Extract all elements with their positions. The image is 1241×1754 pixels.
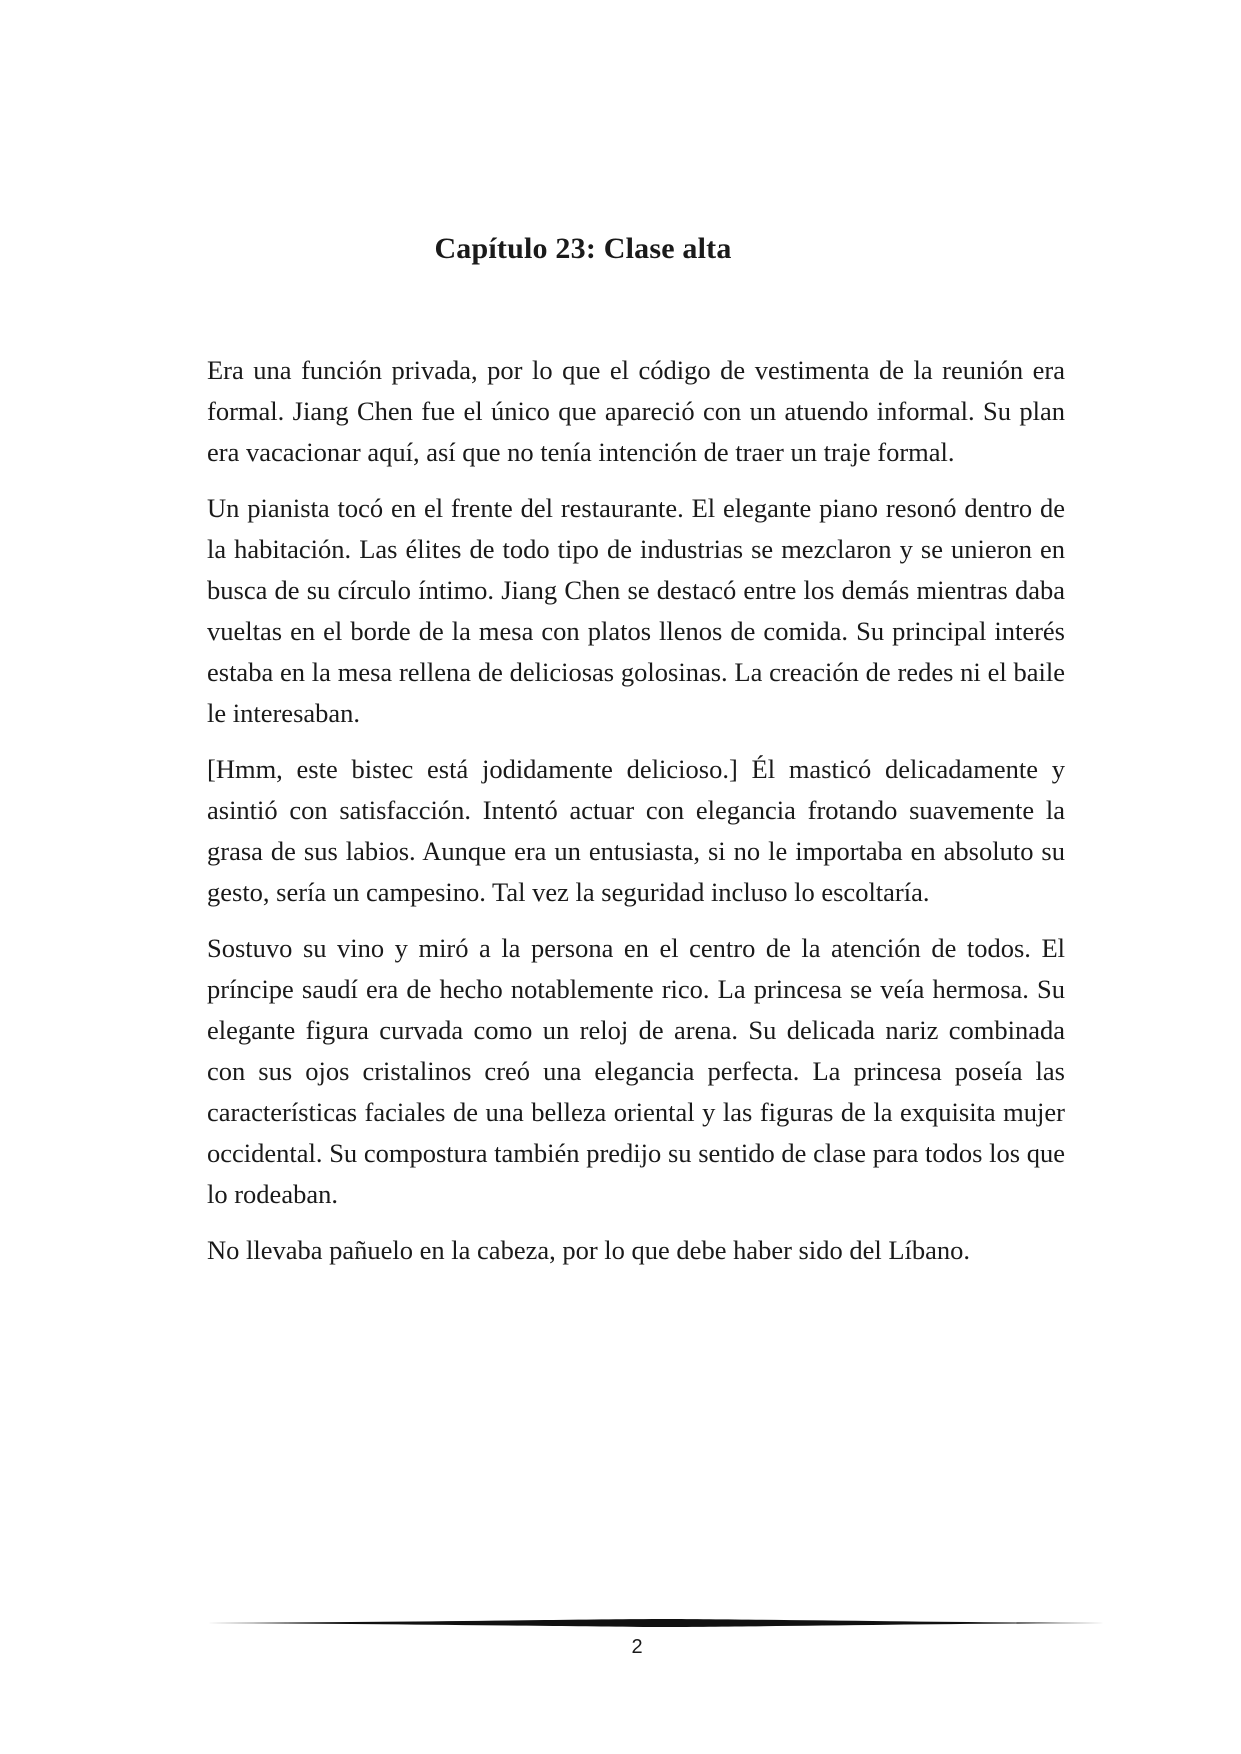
footer-divider (207, 1618, 1105, 1628)
paragraph: Sostuvo su vino y miró a la persona en el centro de la atención de todos. El príncipe saudí era de hecho notablemente rico. La princesa se veía hermosa. Su elegante figura curvada como un reloj de arena. Su delicada nariz combinada con sus ojos cristalinos creó una elegancia perfecta. La princesa poseía las características faciales de una belleza oriental y las figuras de la exquisita mujer occidental. Su compostura también predijo su sentido de clase para todos los que lo rodeaban. (207, 933, 1065, 1209)
page-number: 2 (631, 1636, 643, 1658)
paragraph: Era una función privada, por lo que el código de vestimenta de la reunión era formal. Jiang Chen fue el único que apareció con un atuendo informal. Su plan era vacacionar aquí, así que no tenía intención de traer un traje formal. (207, 355, 1065, 467)
paragraph: [Hmm, este bistec está jodidamente delicioso.] Él masticó delicadamente y asintió con satisfacción. Intentó actuar con elegancia frotando suavemente la grasa de sus labios. Aunque era un entusiasta, si no le importaba en absoluto su gesto, sería un campesino. Tal vez la seguridad incluso lo escoltaría. (207, 754, 1065, 907)
paragraph: No llevaba pañuelo en la cabeza, por lo que debe haber sido del Líbano. (207, 1235, 971, 1265)
chapter-body (207, 350, 1065, 1286)
chapter-title: Capítulo 23: Clase alta (434, 232, 732, 265)
paragraph: Un pianista tocó en el frente del restaurante. El elegante piano resonó dentro de la habitación. Las élites de todo tipo de industrias se mezclaron y se unieron en busca de su círculo íntimo. Jiang Chen se destacó entre los demás mientras daba vueltas en el borde de la mesa con platos llenos de comida. Su principal interés estaba en la mesa rellena de deliciosas golosinas. La creación de redes ni el baile le interesaban. (207, 493, 1065, 728)
